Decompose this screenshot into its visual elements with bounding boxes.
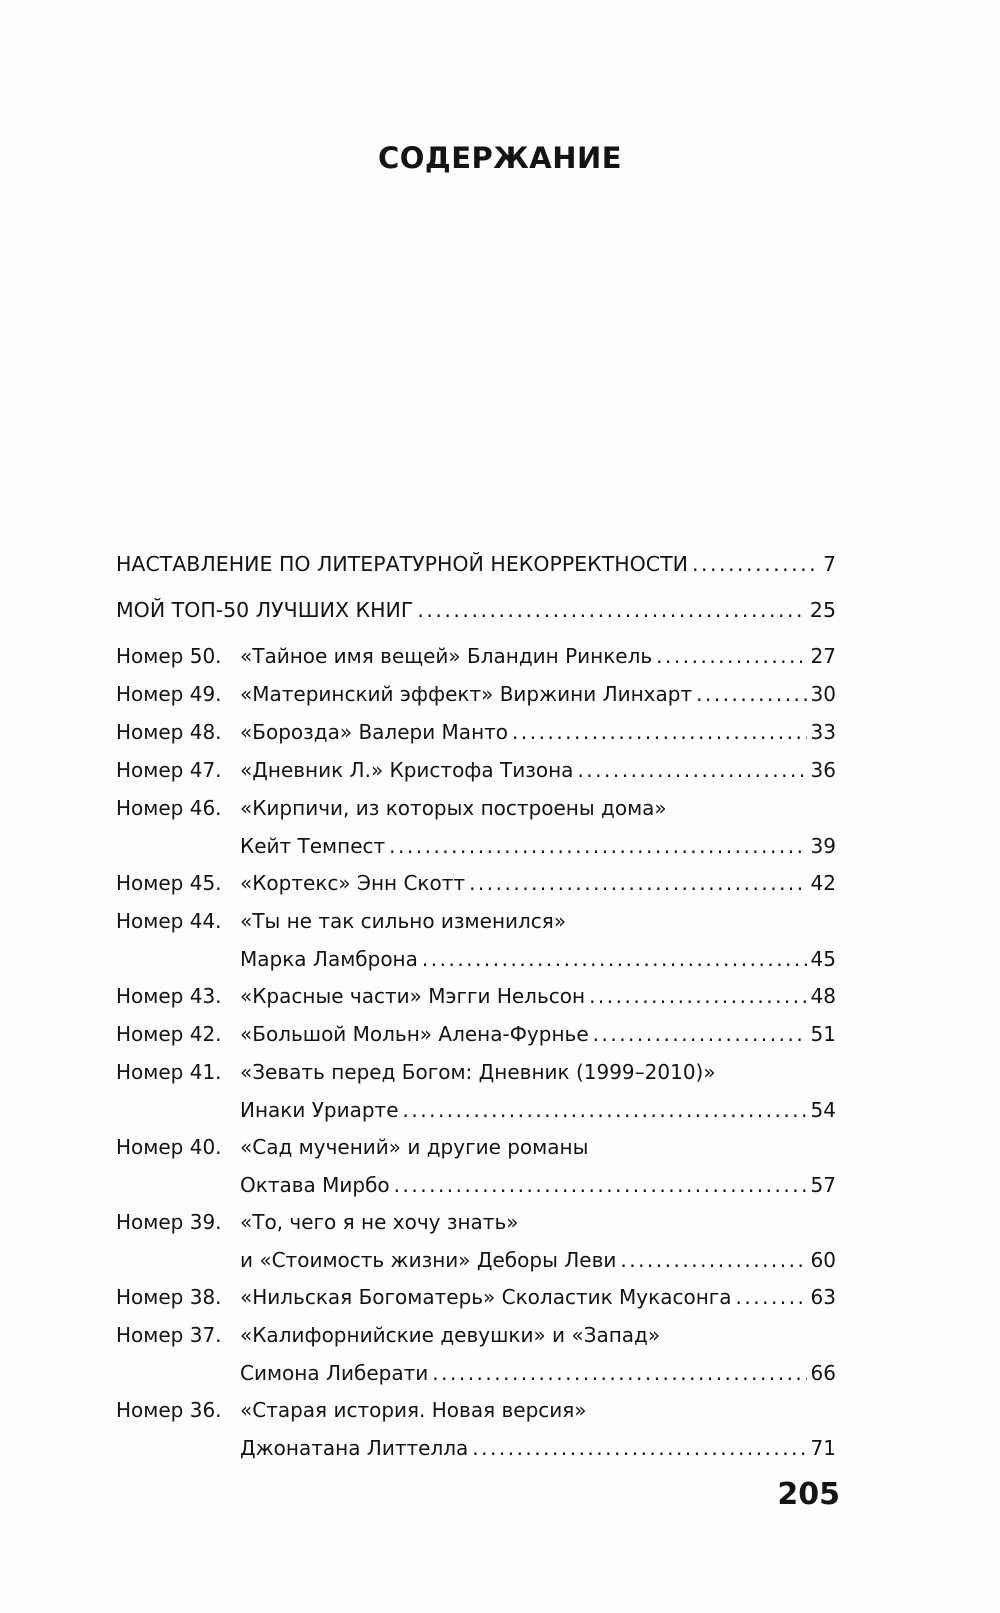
entry-number: Номер 46.: [116, 796, 222, 820]
toc-entry: [116, 682, 836, 720]
page-number: 33: [810, 720, 836, 744]
toc-entry-continuation: [116, 1248, 836, 1285]
dot-leader: [692, 552, 819, 576]
entry-number: Номер 43.: [116, 984, 222, 1008]
entry-title: «Зевать перед Богом: Дневник (1999–2010)»: [240, 1060, 716, 1084]
entry-author: и «Стоимость жизни» Деборы Леви: [240, 1248, 617, 1272]
toc-entry: [116, 1022, 836, 1060]
entry-author: Марка Ламброна: [240, 947, 418, 971]
entry-title: «То, чего я не хочу знать»: [240, 1210, 519, 1234]
toc-entries: [116, 644, 836, 1473]
page-number: 42: [810, 871, 836, 895]
toc-entry: [116, 909, 836, 947]
toc-entry: [116, 720, 836, 758]
toc-entry-continuation: [116, 1436, 836, 1473]
page-number: 7: [822, 552, 836, 576]
dot-leader: [577, 758, 806, 782]
toc-entry: [116, 871, 836, 909]
entry-number: Номер 48.: [116, 720, 222, 744]
dot-leader: [432, 1361, 806, 1385]
entry-author: Симона Либерати: [240, 1361, 429, 1385]
dot-leader: [472, 1436, 806, 1460]
dot-leader: [736, 1285, 807, 1309]
page-number: 39: [810, 834, 836, 858]
toc-entry-continuation: [116, 1098, 836, 1135]
entry-number: Номер 49.: [116, 682, 222, 706]
entry-number: Номер 44.: [116, 909, 222, 933]
entry-number: Номер 47.: [116, 758, 222, 782]
page-number: 71: [810, 1436, 836, 1460]
entry-title: «Кирпичи, из которых построены дома»: [240, 796, 667, 820]
toc-section-intro: [116, 552, 836, 598]
entry-number: Номер 37.: [116, 1323, 222, 1347]
entry-number: Номер 39.: [116, 1210, 222, 1234]
section-label: НАСТАВЛЕНИЕ ПО ЛИТЕРАТУРНОЙ НЕКОРРЕКТНОСТИ: [116, 552, 688, 576]
entry-title: «Старая история. Новая версия»: [240, 1398, 587, 1422]
entry-title: «Калифорнийские девушки» и «Запад»: [240, 1323, 661, 1347]
dot-leader: [394, 1173, 807, 1197]
entry-number: Номер 42.: [116, 1022, 222, 1046]
page-folio: 205: [777, 1477, 840, 1512]
toc-entry: [116, 1323, 836, 1361]
toc-entry: [116, 1060, 836, 1098]
entry-title: «Материнский эффект» Виржини Линхарт: [240, 682, 693, 706]
toc-entry: [116, 644, 836, 682]
toc-entry: [116, 796, 836, 834]
dot-leader: [403, 1098, 807, 1122]
toc-section-top50: [116, 598, 836, 644]
dot-leader: [589, 984, 806, 1008]
page-number: 48: [810, 984, 836, 1008]
entry-title: «Сад мучений» и другие романы: [240, 1135, 589, 1159]
entry-title: «Нильская Богоматерь» Сколастик Мукасонга: [240, 1285, 732, 1309]
dot-leader: [512, 720, 807, 744]
toc-entry: [116, 1285, 836, 1323]
page-number: 54: [810, 1098, 836, 1122]
entry-number: Номер 45.: [116, 871, 222, 895]
page-title: СОДЕРЖАНИЕ: [377, 141, 623, 175]
entry-number: Номер 50.: [116, 644, 222, 668]
page-number: 30: [810, 682, 836, 706]
page-number: 63: [810, 1285, 836, 1309]
toc-entry: [116, 1398, 836, 1436]
entry-title: «Кортекс» Энн Скотт: [240, 871, 466, 895]
entry-number: Номер 36.: [116, 1398, 222, 1422]
table-of-contents: [116, 552, 836, 1473]
page-number: 51: [810, 1022, 836, 1046]
dot-leader: [656, 644, 806, 668]
entry-author: Инаки Уриарте: [240, 1098, 399, 1122]
dot-leader: [422, 947, 807, 971]
page-number: 45: [810, 947, 836, 971]
entry-title: «Борозда» Валери Манто: [240, 720, 509, 744]
toc-entry-continuation: [116, 1173, 836, 1210]
page-number: 60: [810, 1248, 836, 1272]
toc-entry: [116, 758, 836, 796]
page-number: 27: [810, 644, 836, 668]
entry-number: Номер 40.: [116, 1135, 222, 1159]
toc-entry-continuation: [116, 1361, 836, 1398]
dot-leader: [469, 871, 806, 895]
entry-author: Октава Мирбо: [240, 1173, 390, 1197]
toc-entry: [116, 1135, 836, 1173]
dot-leader: [593, 1022, 807, 1046]
entry-author: Кейт Темпест: [240, 834, 386, 858]
entry-number: Номер 41.: [116, 1060, 222, 1084]
page-number: 57: [810, 1173, 836, 1197]
page-number: 36: [810, 758, 836, 782]
entry-author: Джонатана Литтелла: [240, 1436, 469, 1460]
entry-title: «Ты не так сильно изменился»: [240, 909, 567, 933]
entry-number: Номер 38.: [116, 1285, 222, 1309]
dot-leader: [620, 1248, 806, 1272]
entry-title: «Большой Мольн» Алена-Фурнье: [240, 1022, 589, 1046]
toc-entry: [116, 984, 836, 1022]
page-number: 66: [810, 1361, 836, 1385]
dot-leader: [417, 598, 806, 622]
section-label: МОЙ ТОП-50 ЛУЧШИХ КНИГ: [116, 598, 414, 622]
page-number: 25: [809, 598, 836, 622]
entry-title: «Тайное имя вещей» Бландин Ринкель: [240, 644, 653, 668]
toc-entry-continuation: [116, 834, 836, 871]
toc-entry-continuation: [116, 947, 836, 984]
dot-leader: [696, 682, 806, 706]
entry-title: «Дневник Л.» Кристофа Тизона: [240, 758, 574, 782]
dot-leader: [389, 834, 806, 858]
toc-entry: [116, 1210, 836, 1248]
entry-title: «Красные части» Мэгги Нельсон: [240, 984, 586, 1008]
